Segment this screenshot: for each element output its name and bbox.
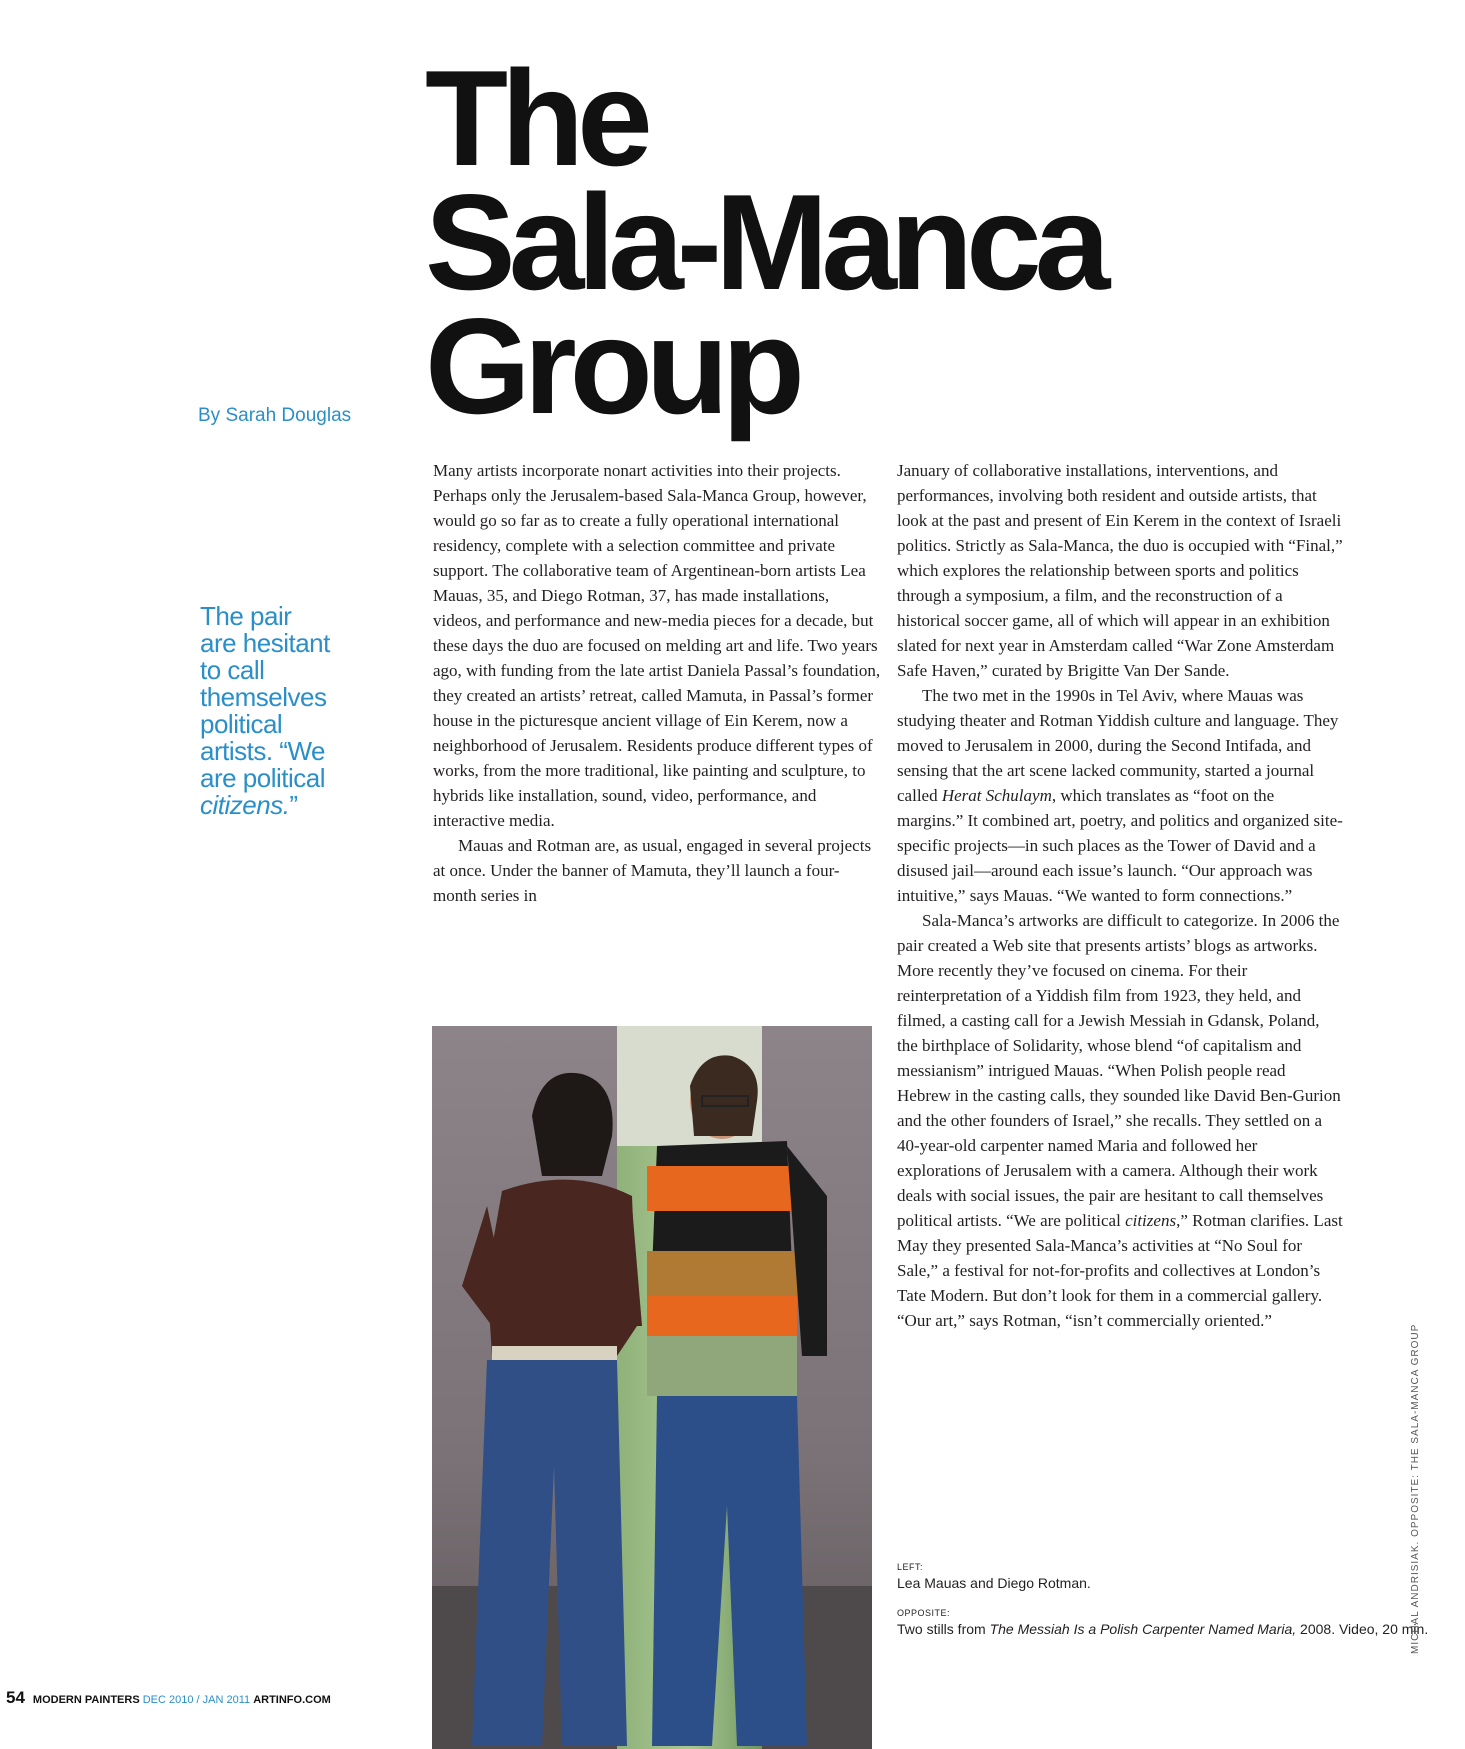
page-footer [6,1688,331,1708]
body-column-1 [433,458,881,908]
body-text: , which translates as “foot on the margins.” It combined art, poetry, and politics and organized site-specific projects—in such places as the Tower of David and a disused jail—around each issue’s launch. “Our approach was intuitive,” says Mauas. “We wanted to form connections.” [897,786,1343,905]
photo-credit: MICHAL ANDRISIAK. OPPOSITE: THE SALA-MANCA GROUP [1410,1323,1421,1654]
website: ARTINFO.COM [253,1694,331,1706]
article-title [425,42,1325,442]
pull-quote [200,603,370,819]
title-line-3: Group [425,290,798,442]
caption-opposite [897,1608,1428,1638]
pull-quote-line: are hesitant [200,628,330,658]
body-paragraph [897,908,1343,1333]
photo-illustration [432,1026,872,1749]
byline: By Sarah Douglas [198,405,352,426]
body-paragraph: January of collaborative installations, interventions, and performances, involving both resident and outside artists, that look at the past and present of Ein Kerem in the context of Israeli politics. Strictly as Sala-Manca, the duo is occupied with “Final,” which explores the relationship between sports and politics through a symposium, a film, and the reconstruction of a historical soccer game, all of which will appear in an exhibition slated for next year in Amsterdam called “War Zone Amsterdam Safe Haven,” curated by Brigitte Van Der Sande. [897,461,1343,680]
caption-work-title: The Messiah Is a Polish Carpenter Named Maria, [989,1621,1297,1637]
pull-quote-line: themselves [200,682,327,712]
pull-quote-italic: citizens. [200,790,290,820]
page-number: 54 [6,1688,25,1707]
journal-title: Herat Schulaym [941,786,1052,805]
body-paragraph [897,683,1343,908]
caption-text [897,1621,1428,1638]
pull-quote-line: to call [200,655,265,685]
pull-quote-line: artists. “We [200,736,325,766]
pull-quote-line: are political [200,763,326,793]
body-text: ,” Rotman clarifies. Last May they presented Sala-Manca’s activities at “No Soul for Sale,” a festival for not-for-profits and collectives at London’s Tate Modern. But don’t look for them in a commercial gallery. “Our art,” says Rotman, “isn’t commercially oriented.” [897,1211,1343,1330]
caption-text: Lea Mauas and Diego Rotman. [897,1575,1091,1591]
emphasis: citizens [1125,1211,1177,1230]
magazine-name: MODERN PAINTERS [32,1694,140,1706]
title-line-1: The [425,42,646,194]
caption-text-part: 2008. Video, 20 min. [1296,1621,1429,1637]
pull-quote-line: political [200,709,283,739]
body-column-2 [897,458,1343,1333]
body-paragraph: Many artists incorporate nonart activities into their projects. Perhaps only the Jerusalem-based Sala-Manca Group, however, would go so far as to create a fully operational international residency, complete with a selection committee and private support. The collaborative team of Argentinean-born artists Lea Mauas, 35, and Diego Rotman, 37, has made installations, videos, and performance and new-media pieces for a decade, but these days the duo are focused on melding art and life. Two years ago, with funding from the late artist Daniela Passal’s foundation, they created an artists’ retreat, called Mamuta, in Passal’s former house in the picturesque ancient village of Ein Kerem, now a neighborhood of Jerusalem. Residents produce different types of works, from the more traditional, like painting and sculpture, to hybrids like installation, sound, video, performance, and interactive media. [433,461,881,830]
body-paragraph: Mauas and Rotman are, as usual, engaged in several projects at once. Under the banner of Mamuta, they’ll launch a four-month series in [433,836,872,905]
artists-photo [432,1026,872,1749]
pull-quote-line: The pair [200,601,292,631]
caption-label: LEFT: [897,1562,924,1572]
pull-quote-close: ” [289,790,298,820]
caption-text-part: Two stills from [897,1621,990,1637]
title-line-2: Sala-Manca [425,166,1104,318]
body-text: Sala-Manca’s artworks are difficult to categorize. In 2006 the pair created a Web site that presents artists’ blogs as artworks. More recently they’ve focused on cinema. For their reinterpretation of a Yiddish film from 1923, they held, and filmed, a casting call for a Jewish Messiah in Gdansk, Poland, the birthplace of Solidarity, whose blend “of capitalism and messianism” intrigued Mauas. “When Polish people read Hebrew in the casting calls, they sounded like David Ben-Gurion and the other founders of Israel,” she recalls. They settled on a 40-year-old carpenter named Maria and followed her explorations of Jerusalem with a camera. Although their work deals with social issues, the pair are hesitant to call themselves political artists. “We are political [897,911,1341,1230]
issue-date: DEC 2010 / JAN 2011 [139,1694,254,1706]
body-text: The two met in the 1990s in Tel Aviv, where Mauas was studying theater and Rotman Yiddish culture and language. They moved to Jerusalem in 2000, during the Second Intifada, and sensing that the art scene lacked community, started a journal called [897,686,1339,805]
caption-label: OPPOSITE: [897,1608,951,1618]
caption-left [897,1562,1091,1592]
